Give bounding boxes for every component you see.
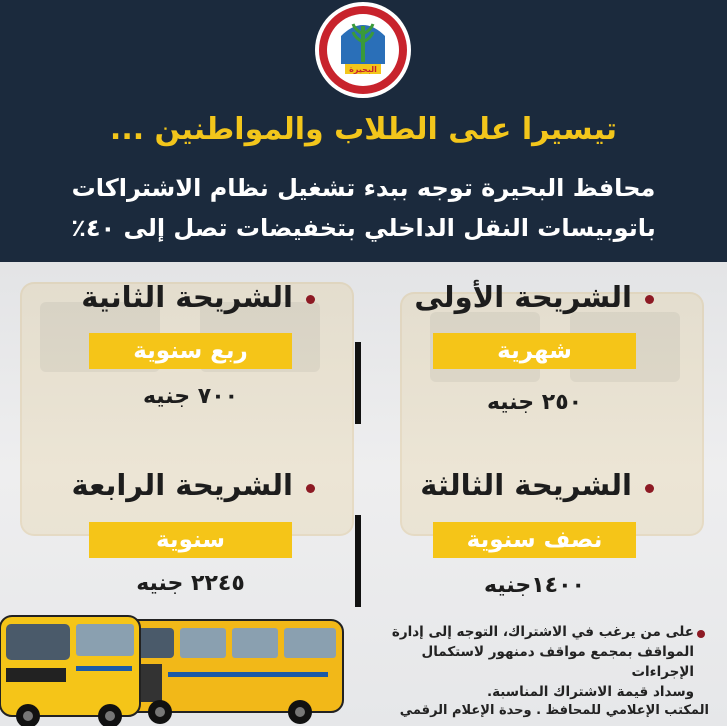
tier-4-price: ٢٢٤٥ جنيه <box>136 571 245 596</box>
tier-1-name: الشريحة الأولى <box>414 280 632 314</box>
page-subtitle <box>0 168 727 248</box>
bullet-dot <box>697 630 705 638</box>
note-line-3: وسداد قيمة الاشتراك المناسبة. <box>486 684 694 700</box>
tier-2-price: ٧٠٠ جنيه <box>142 384 239 409</box>
bullet-dot <box>645 295 654 304</box>
tier-2-name: الشريحة الثانية <box>81 280 293 314</box>
header-banner <box>0 0 727 262</box>
tier-3-price: ١٤٠٠جنيه <box>484 573 585 598</box>
tier-4-period: سنوية <box>89 522 292 558</box>
svg-text:البحيرة: البحيرة <box>349 65 377 74</box>
tier-3-period: نصف سنوية <box>433 522 636 558</box>
bus-left <box>0 616 140 726</box>
buses-illustration <box>0 606 345 726</box>
governorate-logo <box>311 0 415 100</box>
divider-bottom <box>355 515 361 607</box>
note-line-2: المواقف بمجمع مواقف دمنهور لاستكمال الإجراءات <box>421 644 694 680</box>
note-line-1: على من يرغب في الاشتراك، التوجه إلى إدارة <box>391 624 694 640</box>
subtitle-line-1: محافظ البحيرة توجه ببدء تشغيل نظام الاشتراكات <box>71 174 656 202</box>
page-title: تيسيرا على الطلاب والمواطنين ... <box>109 112 618 147</box>
footer-credit: المكتب الإعلامي للمحافظ . وحدة الإعلام الرقمي <box>399 703 709 718</box>
tier-2-period: ربع سنوية <box>89 333 292 369</box>
tier-3-name: الشريحة الثالثة <box>420 468 632 502</box>
tier-1-period: شهرية <box>433 333 636 369</box>
tier-1-price: ٢٥٠ جنيه <box>486 390 583 415</box>
subtitle-line-2: باتوبيسات النقل الداخلي بتخفيضات تصل إلى ٤٠٪ <box>71 214 656 242</box>
subscription-note <box>372 622 694 702</box>
tier-4-name: الشريحة الرابعة <box>71 468 293 502</box>
bullet-dot <box>306 484 315 493</box>
bullet-dot <box>306 295 315 304</box>
bullet-dot <box>645 484 654 493</box>
divider-top <box>355 342 361 424</box>
bus-right <box>125 620 343 724</box>
